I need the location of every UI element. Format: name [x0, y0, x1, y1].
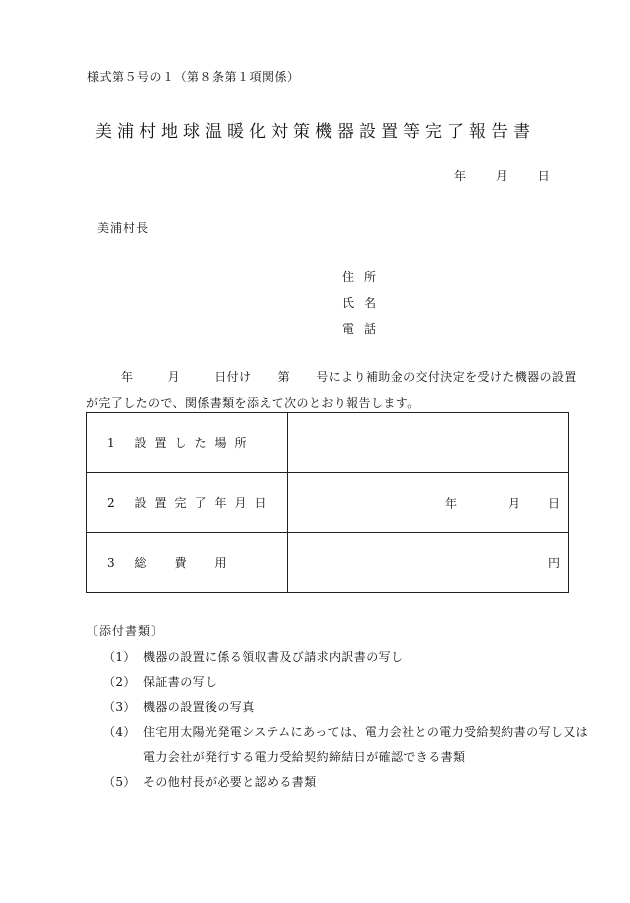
completion-month-label: 月: [508, 496, 521, 510]
body-month: 月: [167, 370, 181, 384]
completion-date-field[interactable]: [288, 473, 569, 533]
attachment-text: 住宅用太陽光発電システムにあっては、電力会社との電力受給契約書の写し又は: [143, 725, 589, 739]
body-year: 年: [121, 370, 134, 384]
attachments-heading: 〔添付書類〕: [86, 624, 165, 638]
attachment-continuation: 電力会社が発行する電力受給契約締結日が確認できる書類: [143, 750, 466, 764]
attachment-text: 機器の設置後の写真: [143, 700, 255, 714]
attachment-item: [103, 673, 217, 690]
table-row: [87, 473, 569, 533]
completion-date-label: 2 設置完了年月日: [87, 473, 288, 533]
date-month-label: 月: [495, 169, 508, 183]
date-year-label: 年: [454, 169, 467, 183]
addressee: 美浦村長: [97, 221, 150, 235]
attachment-number: （4）: [103, 725, 136, 739]
date-day-label: 日: [537, 169, 550, 183]
attachment-item: [103, 723, 588, 740]
phone-label: 電話: [342, 322, 387, 336]
table-row: [87, 413, 569, 473]
total-cost-label: 3 総 費 用: [87, 533, 288, 593]
attachment-number: （2）: [103, 675, 136, 689]
completion-day-label: 日: [547, 496, 560, 510]
attachment-item: [103, 698, 255, 715]
yen-unit-label: 円: [547, 556, 560, 570]
total-cost-field[interactable]: [288, 533, 569, 593]
completion-year-label: 年: [445, 496, 458, 510]
attachment-number: （1）: [103, 650, 136, 664]
submission-date: [454, 167, 550, 184]
attachment-number: （3）: [103, 700, 136, 714]
report-table: [86, 412, 569, 593]
address-label: 住所: [342, 270, 387, 284]
attachment-item: [103, 773, 317, 790]
attachment-number: （5）: [103, 775, 136, 789]
attachment-text: 保証書の写し: [143, 675, 218, 689]
installation-location-field[interactable]: [288, 413, 569, 473]
body-number-prefix: 第: [277, 370, 291, 384]
form-number: 様式第５号の１（第８条第１項関係）: [87, 70, 300, 84]
body-text-line-1: [121, 368, 577, 385]
attachment-item: [103, 648, 403, 665]
body-decision-text: 号により補助金の交付決定を受けた機器の設置: [316, 370, 577, 384]
name-label: 氏名: [342, 296, 387, 310]
attachment-text: その他村長が必要と認める書類: [143, 775, 317, 789]
installation-location-label: 1 設置した場所: [87, 413, 288, 473]
document-title: 美浦村地球温暖化対策機器設置等完了報告書: [95, 122, 535, 142]
table-row: [87, 533, 569, 593]
attachment-text: 機器の設置に係る領収書及び請求内訳書の写し: [143, 650, 404, 664]
body-text-line-2: が完了したので、関係書類を添えて次のとおり報告します。: [86, 396, 420, 410]
body-day: 日付け: [214, 370, 252, 384]
